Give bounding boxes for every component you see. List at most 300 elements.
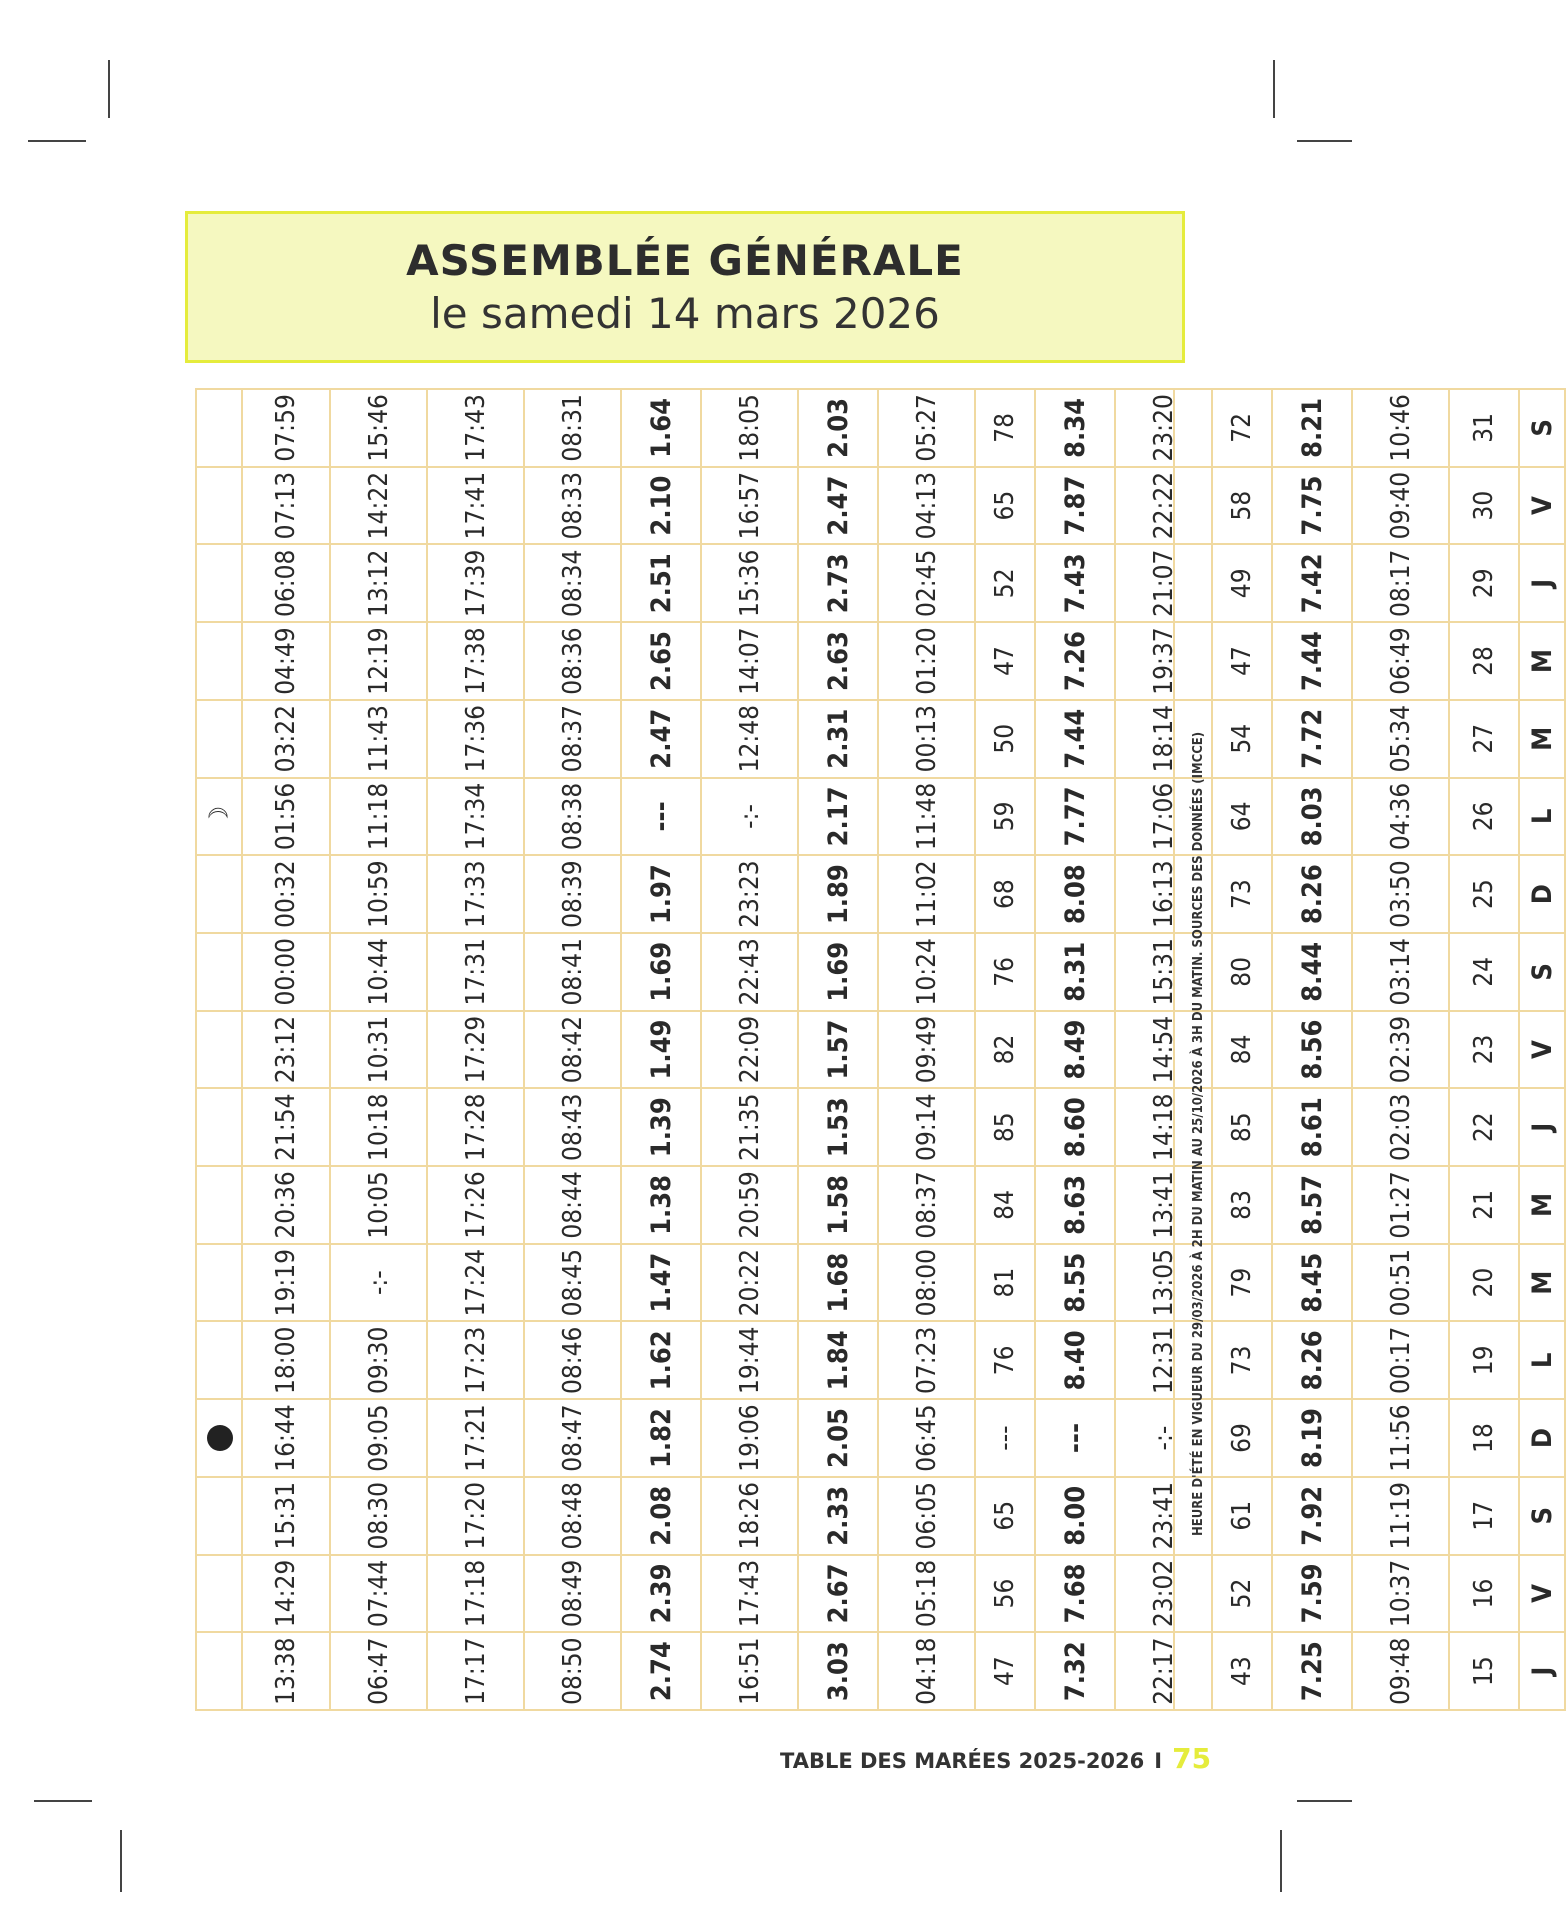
table-cell: 2.65 [621, 622, 701, 700]
table-cell: 22:43 [701, 933, 798, 1011]
table-row [621, 389, 701, 1710]
table-cell: 05:34 [1352, 700, 1449, 778]
table-cell: 8.61 [1272, 1088, 1352, 1166]
day-of-week-cell: S [1519, 933, 1565, 1011]
phase-cell [196, 389, 242, 467]
table-cell: 10:05 [330, 1166, 427, 1244]
day-number-cell: 19 [1449, 1321, 1519, 1399]
table-cell: 49 [1212, 544, 1272, 622]
table-cell: 02:03 [1352, 1088, 1449, 1166]
table-cell: 04:13 [878, 467, 975, 545]
table-cell: 7.59 [1272, 1555, 1352, 1633]
table-cell: 12:48 [701, 700, 798, 778]
table-cell: 17:38 [427, 622, 524, 700]
table-cell: 17:33 [427, 855, 524, 933]
table-cell: 84 [1212, 1011, 1272, 1089]
table-cell: 00:32 [242, 855, 330, 933]
table-cell: 14:29 [242, 1555, 330, 1633]
day-number-cell: 20 [1449, 1244, 1519, 1322]
table-cell: 8.60 [1035, 1088, 1115, 1166]
table-cell: 10:46 [1352, 389, 1449, 467]
table-row [878, 389, 975, 1710]
table-cell: 47 [1212, 622, 1272, 700]
table-cell: 09:49 [878, 1011, 975, 1089]
table-cell: 7.75 [1272, 467, 1352, 545]
table-cell: 08:31 [524, 389, 621, 467]
table-cell: 08:46 [524, 1321, 621, 1399]
table-cell: 23:20 [1115, 389, 1212, 467]
table-cell: 43 [1212, 1632, 1272, 1710]
table-cell: 04:49 [242, 622, 330, 700]
day-number-cell: 16 [1449, 1555, 1519, 1633]
table-cell: --- [621, 778, 701, 856]
table-cell: 7.43 [1035, 544, 1115, 622]
banner-subtitle: le samedi 14 mars 2026 [430, 289, 940, 338]
table-cell: 17:31 [427, 933, 524, 1011]
phase-cell [196, 1011, 242, 1089]
table-cell: 8.63 [1035, 1166, 1115, 1244]
table-cell: 14:54 [1115, 1011, 1212, 1089]
table-cell: 20:22 [701, 1244, 798, 1322]
banner-title: ASSEMBLÉE GÉNÉRALE [406, 236, 964, 285]
table-cell: 03:14 [1352, 933, 1449, 1011]
day-of-week-cell: M [1519, 700, 1565, 778]
day-of-week-cell: M [1519, 1244, 1565, 1322]
table-cell: 1.89 [798, 855, 878, 933]
table-cell: 65 [975, 467, 1035, 545]
table-cell: 07:23 [878, 1321, 975, 1399]
table-cell: 69 [1212, 1399, 1272, 1477]
table-cell: 22:22 [1115, 467, 1212, 545]
day-of-week-cell: L [1519, 1321, 1565, 1399]
day-of-week-cell: J [1519, 544, 1565, 622]
new-moon-icon [207, 1425, 233, 1451]
table-cell: 7.72 [1272, 700, 1352, 778]
table-cell: 1.47 [621, 1244, 701, 1322]
table-cell: 8.03 [1272, 778, 1352, 856]
table-cell: 17:06 [1115, 778, 1212, 856]
table-cell: 1.58 [798, 1166, 878, 1244]
footer-title: TABLE DES MARÉES 2025-2026 [780, 1749, 1145, 1773]
table-cell: 52 [975, 544, 1035, 622]
table-cell: 12:19 [330, 622, 427, 700]
day-number-cell: 31 [1449, 389, 1519, 467]
table-cell: 72 [1212, 389, 1272, 467]
day-number-cell: 28 [1449, 622, 1519, 700]
table-cell: 04:18 [878, 1632, 975, 1710]
table-row [330, 389, 427, 1710]
table-cell: 7.77 [1035, 778, 1115, 856]
table-cell: 03:22 [242, 700, 330, 778]
table-cell: 8.56 [1272, 1011, 1352, 1089]
day-of-week-cell: V [1519, 467, 1565, 545]
table-cell: 02:39 [1352, 1011, 1449, 1089]
table-cell: 1.82 [621, 1399, 701, 1477]
table-cell: 64 [1212, 778, 1272, 856]
table-cell: 08:39 [524, 855, 621, 933]
table-cell: 2.08 [621, 1477, 701, 1555]
table-cell: 09:48 [1352, 1632, 1449, 1710]
table-cell: 10:24 [878, 933, 975, 1011]
table-cell: 2.05 [798, 1399, 878, 1477]
table-row [1519, 389, 1565, 1710]
table-cell: 06:45 [878, 1399, 975, 1477]
table-cell: 81 [975, 1244, 1035, 1322]
table-cell: 08:34 [524, 544, 621, 622]
table-cell: 18:14 [1115, 700, 1212, 778]
first-quarter-moon-icon: ☽ [204, 805, 235, 827]
table-cell: 05:18 [878, 1555, 975, 1633]
table-cell: 2.17 [798, 778, 878, 856]
table-cell: 7.44 [1272, 622, 1352, 700]
table-cell: 08:42 [524, 1011, 621, 1089]
daylight-saving-note: HEURE D'ÉTÉ EN VIGUEUR DU 29/03/2026 À 2H DU MATIN AU 25/10/2026 À 3H DU MATIN. SOURCES DES DONNÉES (IMCCE) [1191, 731, 1206, 1536]
table-cell: 15:31 [1115, 933, 1212, 1011]
table-cell: 8.26 [1272, 855, 1352, 933]
table-cell: 11:02 [878, 855, 975, 933]
table-cell: 21:07 [1115, 544, 1212, 622]
table-cell: 17:36 [427, 700, 524, 778]
table-cell: 47 [975, 622, 1035, 700]
phase-cell [196, 467, 242, 545]
table-cell: 09:30 [330, 1321, 427, 1399]
table-cell: 85 [975, 1088, 1035, 1166]
table-cell: 7.44 [1035, 700, 1115, 778]
phase-cell [196, 778, 242, 856]
footer-separator: I [1154, 1749, 1163, 1773]
table-cell: 7.26 [1035, 622, 1115, 700]
page-number: 75 [1172, 1742, 1212, 1775]
table-cell: 1.84 [798, 1321, 878, 1399]
table-cell: 14:22 [330, 467, 427, 545]
table-cell: 1.68 [798, 1244, 878, 1322]
table-cell: 65 [975, 1477, 1035, 1555]
table-cell: 20:36 [242, 1166, 330, 1244]
page-footer [780, 1742, 1211, 1775]
day-of-week-cell: M [1519, 1166, 1565, 1244]
crop-mark [28, 140, 86, 142]
table-cell: 17:21 [427, 1399, 524, 1477]
table-cell: 3.03 [798, 1632, 878, 1710]
phase-cell [196, 855, 242, 933]
table-cell: 8.00 [1035, 1477, 1115, 1555]
table-cell: 10:31 [330, 1011, 427, 1089]
table-cell: 08:49 [524, 1555, 621, 1633]
table-cell: 11:18 [330, 778, 427, 856]
table-cell: 8.26 [1272, 1321, 1352, 1399]
table-row [1449, 389, 1519, 1710]
table-cell: 1.57 [798, 1011, 878, 1089]
table-cell: 04:36 [1352, 778, 1449, 856]
day-of-week-cell: V [1519, 1555, 1565, 1633]
table-cell: 2.10 [621, 467, 701, 545]
day-number-cell: 18 [1449, 1399, 1519, 1477]
table-cell: 10:59 [330, 855, 427, 933]
table-cell: 23:41 [1115, 1477, 1212, 1555]
tide-table [195, 388, 1566, 1711]
crop-mark [1280, 1830, 1282, 1892]
table-cell: 17:43 [701, 1555, 798, 1633]
table-cell: 17:29 [427, 1011, 524, 1089]
assembly-banner [185, 211, 1185, 363]
phase-cell [196, 1555, 242, 1633]
table-cell: 16:13 [1115, 855, 1212, 933]
table-cell: 8.40 [1035, 1321, 1115, 1399]
phase-cell [196, 1244, 242, 1322]
table-cell: 07:59 [242, 389, 330, 467]
table-cell: 1.53 [798, 1088, 878, 1166]
table-cell: 84 [975, 1166, 1035, 1244]
table-cell: 08:47 [524, 1399, 621, 1477]
table-cell: 58 [1212, 467, 1272, 545]
table-cell: 09:05 [330, 1399, 427, 1477]
table-cell: 8.49 [1035, 1011, 1115, 1089]
table-cell: 18:05 [701, 389, 798, 467]
table-cell: 2.03 [798, 389, 878, 467]
table-row [1352, 389, 1449, 1710]
table-cell: 01:20 [878, 622, 975, 700]
day-of-week-cell: M [1519, 622, 1565, 700]
table-cell: 17:28 [427, 1088, 524, 1166]
day-of-week-cell: D [1519, 1399, 1565, 1477]
table-cell: 2.31 [798, 700, 878, 778]
table-cell: 1.69 [621, 933, 701, 1011]
table-cell: 07:13 [242, 467, 330, 545]
table-cell: 20:59 [701, 1166, 798, 1244]
phase-cell [196, 1321, 242, 1399]
phase-cell [196, 933, 242, 1011]
table-cell: 2.67 [798, 1555, 878, 1633]
table-cell: 08:38 [524, 778, 621, 856]
table-cell: 76 [975, 1321, 1035, 1399]
table-cell: 23:12 [242, 1011, 330, 1089]
table-cell: 13:38 [242, 1632, 330, 1710]
table-cell: 2.63 [798, 622, 878, 700]
table-cell: 8.57 [1272, 1166, 1352, 1244]
table-cell: 73 [1212, 1321, 1272, 1399]
table-cell: 18:26 [701, 1477, 798, 1555]
table-cell: 09:14 [878, 1088, 975, 1166]
table-cell: 08:00 [878, 1244, 975, 1322]
table-cell: 1.62 [621, 1321, 701, 1399]
table-cell: --- [1035, 1399, 1115, 1477]
day-number-cell: 26 [1449, 778, 1519, 856]
day-of-week-cell: V [1519, 1011, 1565, 1089]
table-cell: 06:05 [878, 1477, 975, 1555]
crop-mark [34, 1800, 92, 1802]
table-cell: 76 [975, 933, 1035, 1011]
table-cell: 00:00 [242, 933, 330, 1011]
crop-mark [1297, 140, 1352, 142]
table-cell: 06:47 [330, 1632, 427, 1710]
table-cell: --- [975, 1399, 1035, 1477]
table-cell: 11:43 [330, 700, 427, 778]
table-cell: 85 [1212, 1088, 1272, 1166]
table-cell: 14:18 [1115, 1088, 1212, 1166]
table-row [1272, 389, 1352, 1710]
table-cell: 8.45 [1272, 1244, 1352, 1322]
table-cell: 08:30 [330, 1477, 427, 1555]
table-cell: 08:36 [524, 622, 621, 700]
table-cell: 06:49 [1352, 622, 1449, 700]
day-of-week-cell: J [1519, 1088, 1565, 1166]
table-cell: 8.31 [1035, 933, 1115, 1011]
table-cell: 06:08 [242, 544, 330, 622]
table-cell: 8.44 [1272, 933, 1352, 1011]
table-cell: 11:19 [1352, 1477, 1449, 1555]
table-cell: 23:23 [701, 855, 798, 933]
table-cell: 22:09 [701, 1011, 798, 1089]
table-cell: 8.19 [1272, 1399, 1352, 1477]
table-cell: 1.39 [621, 1088, 701, 1166]
table-cell: 08:37 [524, 700, 621, 778]
table-cell: 19:06 [701, 1399, 798, 1477]
table-cell: 02:45 [878, 544, 975, 622]
table-cell: 2.47 [798, 467, 878, 545]
table-cell: 15:31 [242, 1477, 330, 1555]
table-cell: -:- [701, 778, 798, 856]
table-cell: 50 [975, 700, 1035, 778]
table-cell: 01:27 [1352, 1166, 1449, 1244]
table-cell: 8.08 [1035, 855, 1115, 933]
table-cell: 7.68 [1035, 1555, 1115, 1633]
table-cell: 56 [975, 1555, 1035, 1633]
table-cell: 21:54 [242, 1088, 330, 1166]
table-cell: 2.33 [798, 1477, 878, 1555]
table-cell: 1.69 [798, 933, 878, 1011]
table-cell: 01:56 [242, 778, 330, 856]
table-cell: 08:43 [524, 1088, 621, 1166]
phase-cell [196, 622, 242, 700]
table-cell: 17:41 [427, 467, 524, 545]
table-cell: 8.21 [1272, 389, 1352, 467]
day-number-cell: 15 [1449, 1632, 1519, 1710]
table-cell: 13:05 [1115, 1244, 1212, 1322]
table-cell: 17:20 [427, 1477, 524, 1555]
table-cell: 00:51 [1352, 1244, 1449, 1322]
table-cell: 17:23 [427, 1321, 524, 1399]
table-cell: 2.47 [621, 700, 701, 778]
crop-mark [1273, 60, 1275, 118]
day-of-week-cell: D [1519, 855, 1565, 933]
table-cell: 8.55 [1035, 1244, 1115, 1322]
table-cell: 17:39 [427, 544, 524, 622]
phase-cell [196, 1088, 242, 1166]
phase-header-row [196, 389, 242, 1710]
table-cell: 00:17 [1352, 1321, 1449, 1399]
table-cell: 54 [1212, 700, 1272, 778]
table-cell: 1.38 [621, 1166, 701, 1244]
phase-cell [196, 700, 242, 778]
table-cell: 17:26 [427, 1166, 524, 1244]
table-cell: 08:37 [878, 1166, 975, 1244]
table-cell: 13:12 [330, 544, 427, 622]
table-cell: 7.92 [1272, 1477, 1352, 1555]
phase-cell [196, 1166, 242, 1244]
phase-cell [196, 1632, 242, 1710]
table-cell: -:- [330, 1244, 427, 1322]
day-number-cell: 23 [1449, 1011, 1519, 1089]
phase-cell [196, 1477, 242, 1555]
table-cell: 08:17 [1352, 544, 1449, 622]
table-cell: 82 [975, 1011, 1035, 1089]
day-number-cell: 29 [1449, 544, 1519, 622]
table-row [427, 389, 524, 1710]
phase-cell [196, 1399, 242, 1477]
day-number-cell: 25 [1449, 855, 1519, 933]
table-cell: 7.42 [1272, 544, 1352, 622]
table-cell: 10:44 [330, 933, 427, 1011]
table-cell: 15:36 [701, 544, 798, 622]
table-cell: 21:35 [701, 1088, 798, 1166]
table-cell: 10:37 [1352, 1555, 1449, 1633]
table-cell: 14:07 [701, 622, 798, 700]
table-cell: 16:57 [701, 467, 798, 545]
day-number-cell: 27 [1449, 700, 1519, 778]
table-cell: 47 [975, 1632, 1035, 1710]
day-number-cell: 21 [1449, 1166, 1519, 1244]
day-number-cell: 24 [1449, 933, 1519, 1011]
table-cell: 2.39 [621, 1555, 701, 1633]
table-cell: 2.51 [621, 544, 701, 622]
table-cell: 07:44 [330, 1555, 427, 1633]
table-cell: 52 [1212, 1555, 1272, 1633]
table-cell: 7.87 [1035, 467, 1115, 545]
table-cell: 16:44 [242, 1399, 330, 1477]
table-cell: 61 [1212, 1477, 1272, 1555]
table-cell: 16:51 [701, 1632, 798, 1710]
day-number-cell: 17 [1449, 1477, 1519, 1555]
table-cell: 17:43 [427, 389, 524, 467]
table-cell: 73 [1212, 855, 1272, 933]
table-cell: 22:17 [1115, 1632, 1212, 1710]
table-cell: 05:27 [878, 389, 975, 467]
table-row [1212, 389, 1272, 1710]
crop-mark [1297, 1800, 1352, 1802]
table-cell: 19:19 [242, 1244, 330, 1322]
day-of-week-cell: S [1519, 389, 1565, 467]
table-cell: 08:45 [524, 1244, 621, 1322]
table-cell: 1.64 [621, 389, 701, 467]
table-row [975, 389, 1035, 1710]
day-of-week-cell: S [1519, 1477, 1565, 1555]
table-cell: 83 [1212, 1166, 1272, 1244]
table-cell: 17:24 [427, 1244, 524, 1322]
table-cell: 23:02 [1115, 1555, 1212, 1633]
table-cell: 08:41 [524, 933, 621, 1011]
table-cell: 03:50 [1352, 855, 1449, 933]
table-cell: 18:00 [242, 1321, 330, 1399]
table-cell: 17:34 [427, 778, 524, 856]
table-cell: 1.49 [621, 1011, 701, 1089]
table-row [798, 389, 878, 1710]
table-row [701, 389, 798, 1710]
table-cell: 00:13 [878, 700, 975, 778]
table-row [524, 389, 621, 1710]
table-cell: 11:56 [1352, 1399, 1449, 1477]
table-cell: 2.74 [621, 1632, 701, 1710]
table-cell: 17:18 [427, 1555, 524, 1633]
table-cell: 09:40 [1352, 467, 1449, 545]
table-cell: 08:33 [524, 467, 621, 545]
day-number-cell: 22 [1449, 1088, 1519, 1166]
table-cell: 08:50 [524, 1632, 621, 1710]
table-row [242, 389, 330, 1710]
table-cell: 7.32 [1035, 1632, 1115, 1710]
table-row [1035, 389, 1115, 1710]
table-cell: 19:37 [1115, 622, 1212, 700]
day-number-cell: 30 [1449, 467, 1519, 545]
